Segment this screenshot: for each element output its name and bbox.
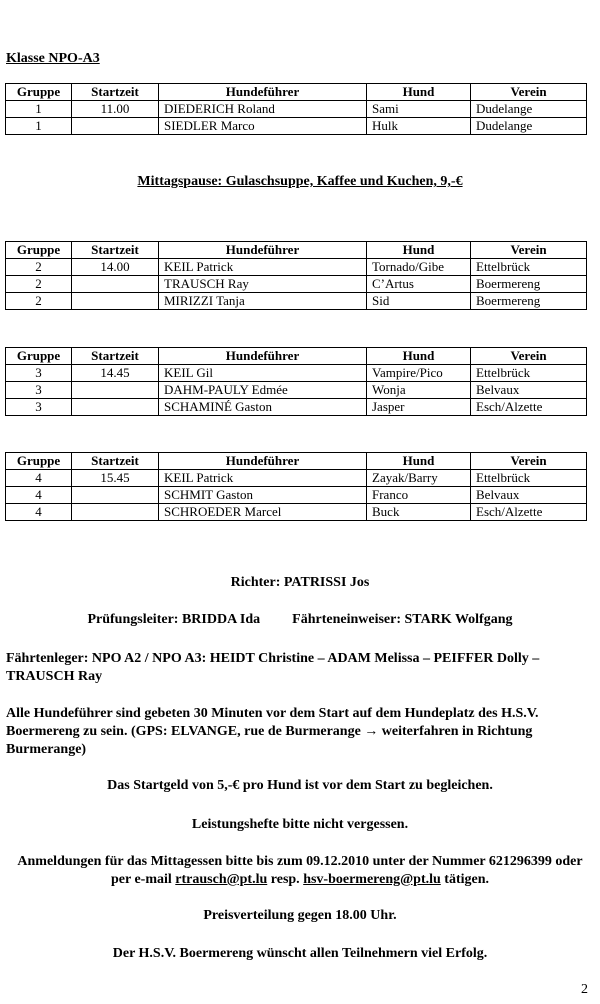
judge-line: Richter: PATRISSI Jos [230,575,370,590]
arrival-text: Alle Hundeführer sind gebeten 30 Minuten vor dem Start auf dem Hundeplatz des H.S.V. Boermereng zu sein. (GPS: ELVANGE, rue de Burmerange [6,706,539,739]
table-row [6,487,587,504]
header-verein: Verein [471,453,587,470]
cell-gruppe: 3 [6,365,72,382]
arrival-text-continued: weiterfahren in Richtung Burmerange) [6,724,533,757]
lunch-registration [14,853,586,889]
cell-verein: Ettelbrück [471,470,587,487]
cell-hundefuehrer: DAHM-PAULY Edmée [159,382,367,399]
header-hund: Hund [367,348,471,365]
cell-hundefuehrer: KEIL Patrick [159,259,367,276]
cell-hund: Vampire/Pico [367,365,471,382]
schedule-table-group-2 [5,241,587,310]
header-verein: Verein [471,242,587,259]
registration-end: tätigen. [444,872,489,887]
table-row [6,399,587,416]
cell-gruppe: 2 [6,293,72,310]
cell-hund: Sid [367,293,471,310]
table-header-row [6,84,587,101]
header-hund: Hund [367,242,471,259]
cell-hundefuehrer: SCHROEDER Marcel [159,504,367,521]
cell-hundefuehrer: SCHAMINÉ Gaston [159,399,367,416]
booklets-reminder: Leistungshefte bitte nicht vergessen. [191,817,409,832]
award-ceremony-line: Preisverteilung gegen 18.00 Uhr. [203,908,397,923]
header-hundefuehrer: Hundeführer [159,242,367,259]
cell-hundefuehrer: TRAUSCH Ray [159,276,367,293]
email-link-hsv[interactable]: hsv-boermereng@pt.lu [303,872,441,887]
cell-verein: Boermereng [471,276,587,293]
closing-wish: Der H.S.V. Boermereng wünscht allen Teilnehmern viel Erfolg. [112,946,488,961]
cell-hundefuehrer: KEIL Gil [159,365,367,382]
cell-hundefuehrer: MIRIZZI Tanja [159,293,367,310]
cell-hund: Franco [367,487,471,504]
cell-startzeit [72,504,159,521]
schedule-table-group-1 [5,83,587,135]
email-link-rtrausch[interactable]: rtrausch@pt.lu [175,872,268,887]
header-gruppe: Gruppe [6,242,72,259]
table-row [6,470,587,487]
table-header-row [6,453,587,470]
cell-startzeit [72,399,159,416]
header-startzeit: Startzeit [72,84,159,101]
table-row [6,293,587,310]
lunch-break-notice [0,174,600,190]
cell-hundefuehrer: SCHMIT Gaston [159,487,367,504]
table-row [6,276,587,293]
header-verein: Verein [471,84,587,101]
lunch-break-text: Mittagspause: Gulaschsuppe, Kaffee und Kuchen, 9,-€ [137,174,463,189]
schedule-table-group-3 [5,347,587,416]
cell-hundefuehrer: DIEDERICH Roland [159,101,367,118]
entry-fee-line: Das Startgeld von 5,-€ pro Hund ist vor dem Start zu begleichen. [107,778,493,793]
cell-gruppe: 4 [6,470,72,487]
exam-leader: Prüfungsleiter: BRIDDA Ida [87,612,261,627]
class-title: Klasse NPO-A3 [6,51,100,66]
header-hund: Hund [367,84,471,101]
header-gruppe: Gruppe [6,84,72,101]
cell-verein: Ettelbrück [471,365,587,382]
cell-hund: Sami [367,101,471,118]
cell-verein: Dudelange [471,101,587,118]
table-header-row [6,348,587,365]
cell-startzeit: 11.00 [72,101,159,118]
header-gruppe: Gruppe [6,348,72,365]
cell-hundefuehrer: SIEDLER Marco [159,118,367,135]
header-gruppe: Gruppe [6,453,72,470]
cell-gruppe: 1 [6,118,72,135]
cell-hund: C’Artus [367,276,471,293]
arrival-instructions [6,705,586,759]
schedule-table-group-4 [5,452,587,521]
officials-line [0,612,600,628]
cell-gruppe: 4 [6,487,72,504]
cell-startzeit: 14.45 [72,365,159,382]
header-verein: Verein [471,348,587,365]
table-row [6,101,587,118]
cell-startzeit [72,293,159,310]
header-hundefuehrer: Hundeführer [159,453,367,470]
cell-hund: Hulk [367,118,471,135]
cell-startzeit [72,487,159,504]
cell-hund: Buck [367,504,471,521]
track-instructor: Fährteneinweiser: STARK Wolfgang [292,612,513,627]
cell-verein: Esch/Alzette [471,399,587,416]
cell-verein: Belvaux [471,382,587,399]
header-hund: Hund [367,453,471,470]
table-row [6,118,587,135]
cell-gruppe: 4 [6,504,72,521]
cell-startzeit [72,118,159,135]
registration-resp: resp. [270,872,300,887]
registration-text: Anmeldungen für das Mittagessen bitte bis zum 09.12.2010 unter der Nummer 621296399 oder per e-mail [17,854,583,887]
cell-hundefuehrer: KEIL Patrick [159,470,367,487]
header-hundefuehrer: Hundeführer [159,348,367,365]
arrow-right-icon: → [364,724,379,739]
table-header-row [6,242,587,259]
track-layers-paragraph: Fährtenleger: NPO A2 / NPO A3: HEIDT Christine – ADAM Melissa – PEIFFER Dolly – TRAUSCH Ray [6,651,540,684]
cell-verein: Boermereng [471,293,587,310]
page-number: 2 [581,982,588,997]
cell-startzeit [72,382,159,399]
header-startzeit: Startzeit [72,453,159,470]
table-row [6,504,587,521]
table-row [6,382,587,399]
cell-verein: Esch/Alzette [471,504,587,521]
cell-hund: Zayak/Barry [367,470,471,487]
table-row [6,259,587,276]
cell-gruppe: 2 [6,276,72,293]
cell-hund: Wonja [367,382,471,399]
header-startzeit: Startzeit [72,242,159,259]
cell-gruppe: 3 [6,382,72,399]
cell-startzeit: 15.45 [72,470,159,487]
cell-hund: Tornado/Gibe [367,259,471,276]
cell-startzeit: 14.00 [72,259,159,276]
cell-verein: Belvaux [471,487,587,504]
header-startzeit: Startzeit [72,348,159,365]
table-row [6,365,587,382]
cell-gruppe: 2 [6,259,72,276]
cell-startzeit [72,276,159,293]
cell-gruppe: 3 [6,399,72,416]
cell-verein: Ettelbrück [471,259,587,276]
cell-hund: Jasper [367,399,471,416]
cell-verein: Dudelange [471,118,587,135]
header-hundefuehrer: Hundeführer [159,84,367,101]
cell-gruppe: 1 [6,101,72,118]
